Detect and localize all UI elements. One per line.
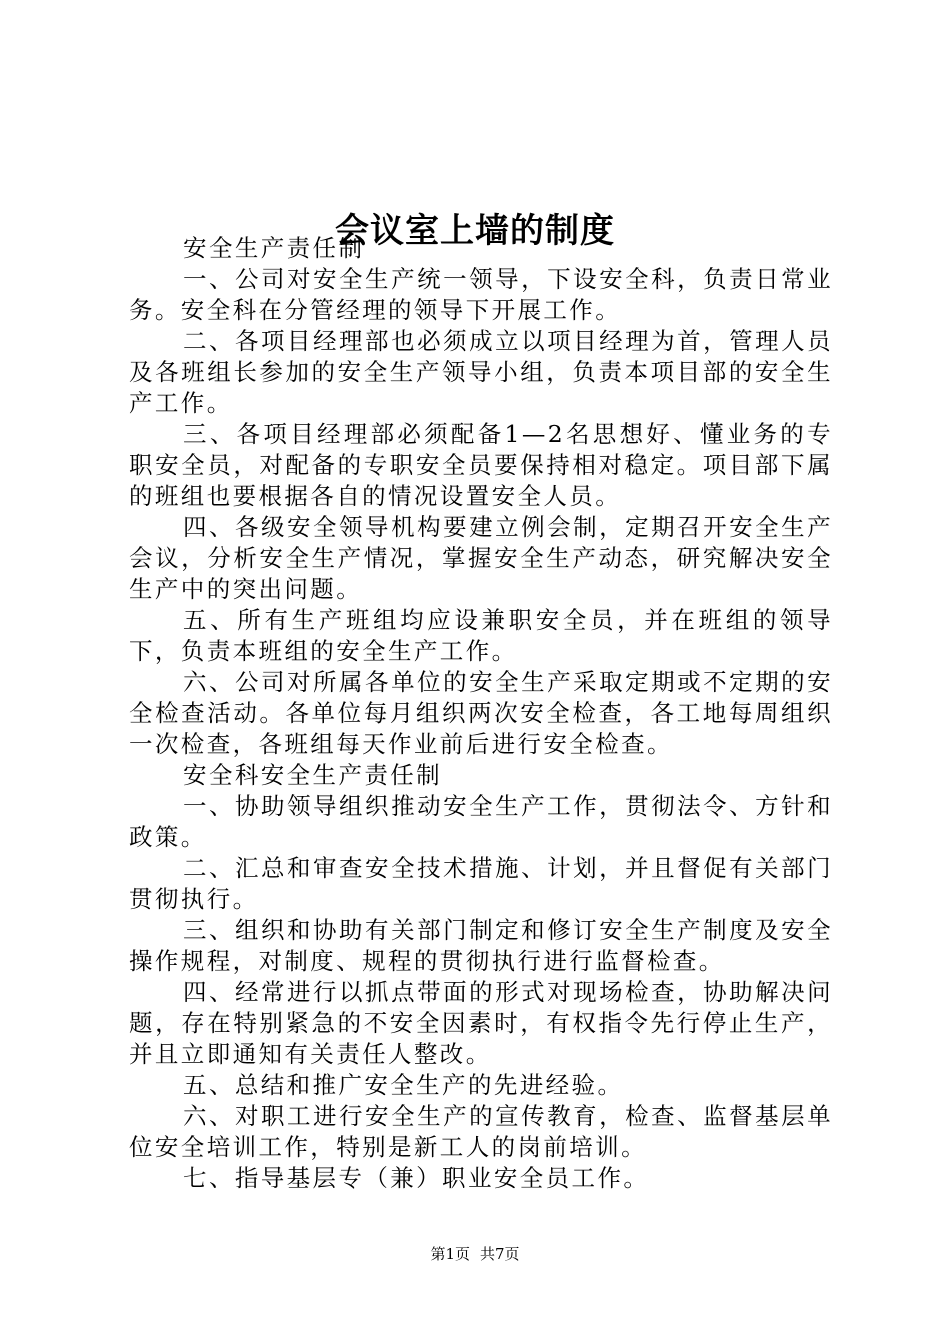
paragraph: 二、各项目经理部也必须成立以项目经理为首，管理人员及各班组长参加的安全生产领导小组，负责本项目部的安全生产工作。: [129, 327, 833, 417]
paragraph: 六、对职工进行安全生产的宣传教育，检查、监督基层单位安全培训工作，特别是新工人的岗前培训。: [129, 1102, 833, 1161]
page-footer: [0, 1244, 950, 1264]
page-total: 共7页: [480, 1245, 520, 1263]
page-number: 第1页: [430, 1245, 470, 1263]
paragraph: 七、指导基层专（兼）职业安全员工作。: [183, 1164, 650, 1192]
paragraph: 一、协助领导组织推动安全生产工作，贯彻法令、方针和政策。: [129, 792, 833, 851]
paragraph: 五、所有生产班组均应设兼职安全员，并在班组的领导下，负责本班组的安全生产工作。: [129, 606, 833, 665]
paragraph: 一、公司对安全生产统一领导，下设安全科，负责日常业务。安全科在分管经理的领导下开展工作。: [129, 265, 833, 324]
section-heading: 安全科安全生产责任制: [183, 761, 443, 789]
paragraph: 六、公司对所属各单位的安全生产采取定期或不定期的安全检查活动。各单位每月组织两次安全检查，各工地每周组织一次检查，各班组每天作业前后进行安全检查。: [129, 668, 833, 758]
document-body: [129, 233, 833, 1194]
paragraph: 二、汇总和审查安全技术措施、计划，并且督促有关部门贯彻执行。: [129, 854, 833, 913]
paragraph: 四、经常进行以抓点带面的形式对现场检查，协助解决问题，存在特别紧急的不安全因素时，有权指令先行停止生产，并且立即通知有关责任人整改。: [129, 978, 833, 1068]
document-title: 会议室上墙的制度: [335, 210, 615, 251]
paragraph: 四、各级安全领导机构要建立例会制，定期召开安全生产会议，分析安全生产情况，掌握安全生产动态，研究解决安全生产中的突出问题。: [129, 513, 833, 603]
paragraph: 三、各项目经理部必须配备1—2名思想好、懂业务的专职安全员，对配备的专职安全员要保持相对稳定。项目部下属的班组也要根据各自的情况设置安全人员。: [129, 420, 833, 510]
section-heading: 安全生产责任制: [183, 234, 365, 262]
paragraph: 三、组织和协助有关部门制定和修订安全生产制度及安全操作规程，对制度、规程的贯彻执行进行监督检查。: [129, 916, 833, 975]
paragraph: 五、总结和推广安全生产的先进经验。: [183, 1071, 624, 1099]
